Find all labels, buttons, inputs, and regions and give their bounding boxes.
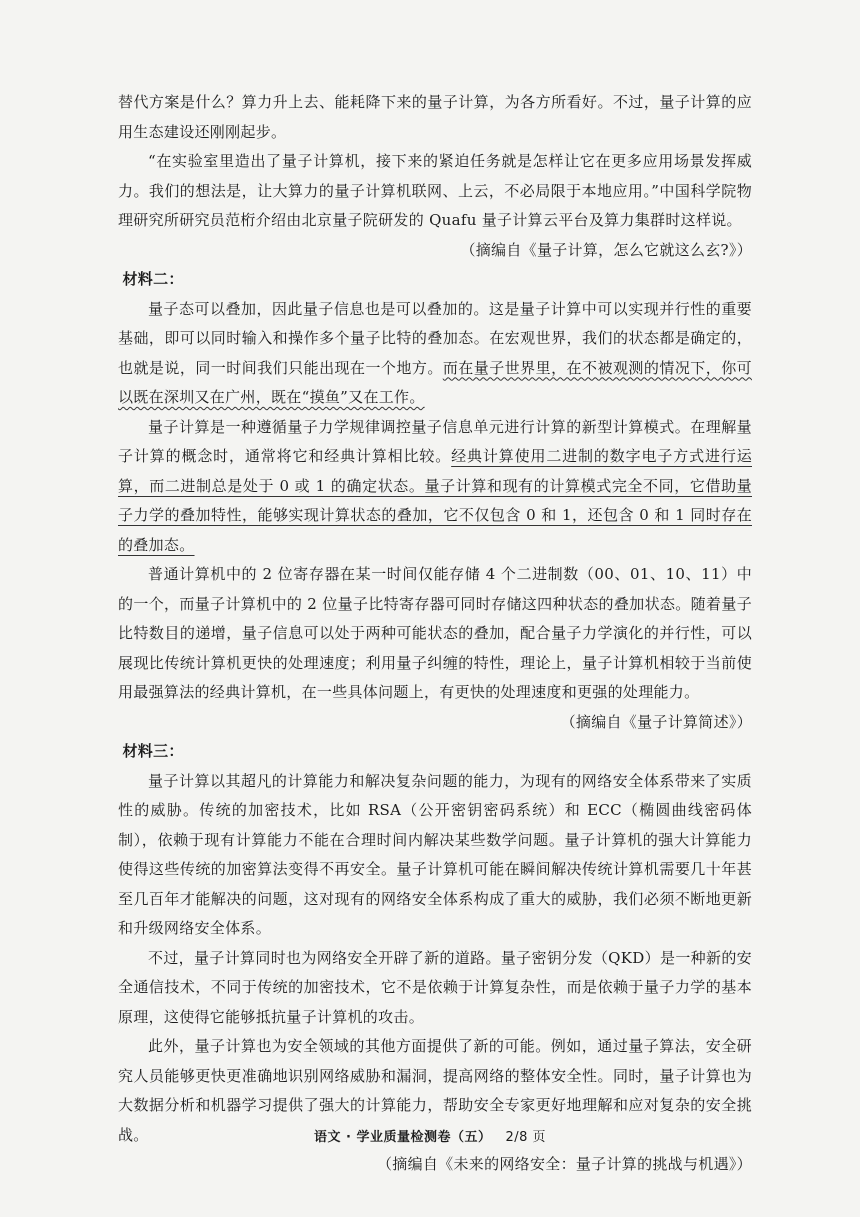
paragraph-5: 普通计算机中的 2 位寄存器在某一时间仅能存储 4 个二进制数（00、01、10、11）中的一个，而量子计算机中的 2 位量子比特寄存器可同时存储这四种状态的叠加状态。随着量子比特数目的递增，量子信息可以处于两种可能状态的叠加，配合量子力学演化的并行性，可以展现比传统计算机更快的处理速度；利用量子纠缠的特性，理论上，量子计算机相较于当前使用最强算法的经典计算机，在一些具体问题上，有更快的处理速度和更强的处理能力。: [118, 565, 752, 701]
paragraph-8: 此外，量子计算也为安全领域的其他方面提供了新的可能。例如，通过量子算法，安全研究人员能够更快更准确地识别网络威胁和漏洞，提高网络的整体安全性。同时，量子计算也为大数据分析和机器学习提供了强大的计算能力，帮助安全专家更好地理解和应对复杂的安全挑战。: [118, 1037, 752, 1144]
paragraph-1: 替代方案是什么？算力升上去、能耗降下来的量子计算，为各方所看好。不过，量子计算的应用生态建设还刚刚起步。: [118, 93, 752, 141]
paragraph-4-text: 量子计算是一种遵循量子力学规律调控量子信息单元进行计算的新型计算模式。在理解量子计算的概念时，通常将它和经典计算相比较。: [118, 417, 752, 465]
material-3-heading: 材料三：: [122, 742, 184, 760]
underlined-sentence: 经典计算使用二进制的数字电子方式进行运算，而二进制总是处于 0 或 1 的确定状态。量子计算和现有的计算模式完全不同，它借助量子力学的叠加特性，能够实现计算状态的叠加，它不仅包含 0 和 1，还包含 0 和 1 同时存在的叠加态。: [118, 447, 752, 554]
wavy-underlined-sentence: 而在量子世界里，在不被观测的情况下，你可以既在深圳又在广州，既在“摸鱼”又在工作。: [118, 358, 752, 406]
paragraph-7: 不过，量子计算同时也为网络安全开辟了新的道路。量子密钥分发（QKD）是一种新的安全通信技术，不同于传统的加密技术，它不是依赖于计算复杂性，而是依赖于量子力学的基本原理，这使得它能够抵抗量子计算机的攻击。: [118, 948, 752, 1026]
paragraph-3-text: 量子态可以叠加，因此量子信息也是可以叠加的。这是量子计算中可以实现并行性的重要基础，即可以同时输入和操作多个量子比特的叠加态。在宏观世界，我们的状态都是确定的，也就是说，同一时间我们只能出现在一个地方。: [118, 299, 752, 377]
paragraph-4: [118, 413, 752, 561]
source-citation-2: （摘编自《量子计算简述》）: [560, 712, 752, 731]
footer-title: 语文 · 学业质量检测卷（五）: [313, 1130, 492, 1145]
page-number: 2/8 页: [505, 1130, 547, 1145]
source-citation-3: （摘编自《未来的网络安全：量子计算的挑战与机遇》）: [376, 1155, 752, 1173]
paragraph-2: “在实验室里造出了量子计算机，接下来的紧迫任务就是怎样让它在更多应用场景发挥威力。我们的想法是，让大算力的量子计算机联网、上云，不必局限于本地应用。”中国科学院物理研究所研究员范桁介绍由北京量子院研发的 Quafu 量子计算云平台及算力集群时这样说。: [118, 152, 752, 229]
material-2-heading: 材料二：: [122, 270, 184, 288]
paragraph-3: [118, 295, 752, 413]
source-citation-1: （摘编自《量子计算，怎么它就这么玄?》）: [460, 240, 752, 259]
page-footer: [0, 1126, 860, 1145]
article-body: [118, 88, 752, 1180]
paragraph-6: 量子计算以其超凡的计算能力和解决复杂问题的能力，为现有的网络安全体系带来了实质性的威胁。传统的加密技术，比如 RSA（公开密钥密码系统）和 ECC（椭圆曲线密码体制），依赖于现有计算能力不能在合理时间内解决某些数学问题。量子计算机的强大计算能力使得这些传统的加密算法变得不再安全。量子计算机可能在瞬间解决传统计算机需要几十年甚至几百年才能解决的问题，这对现有的网络安全体系构成了重大的威胁，我们必须不断地更新和升级网络安全体系。: [118, 771, 752, 937]
